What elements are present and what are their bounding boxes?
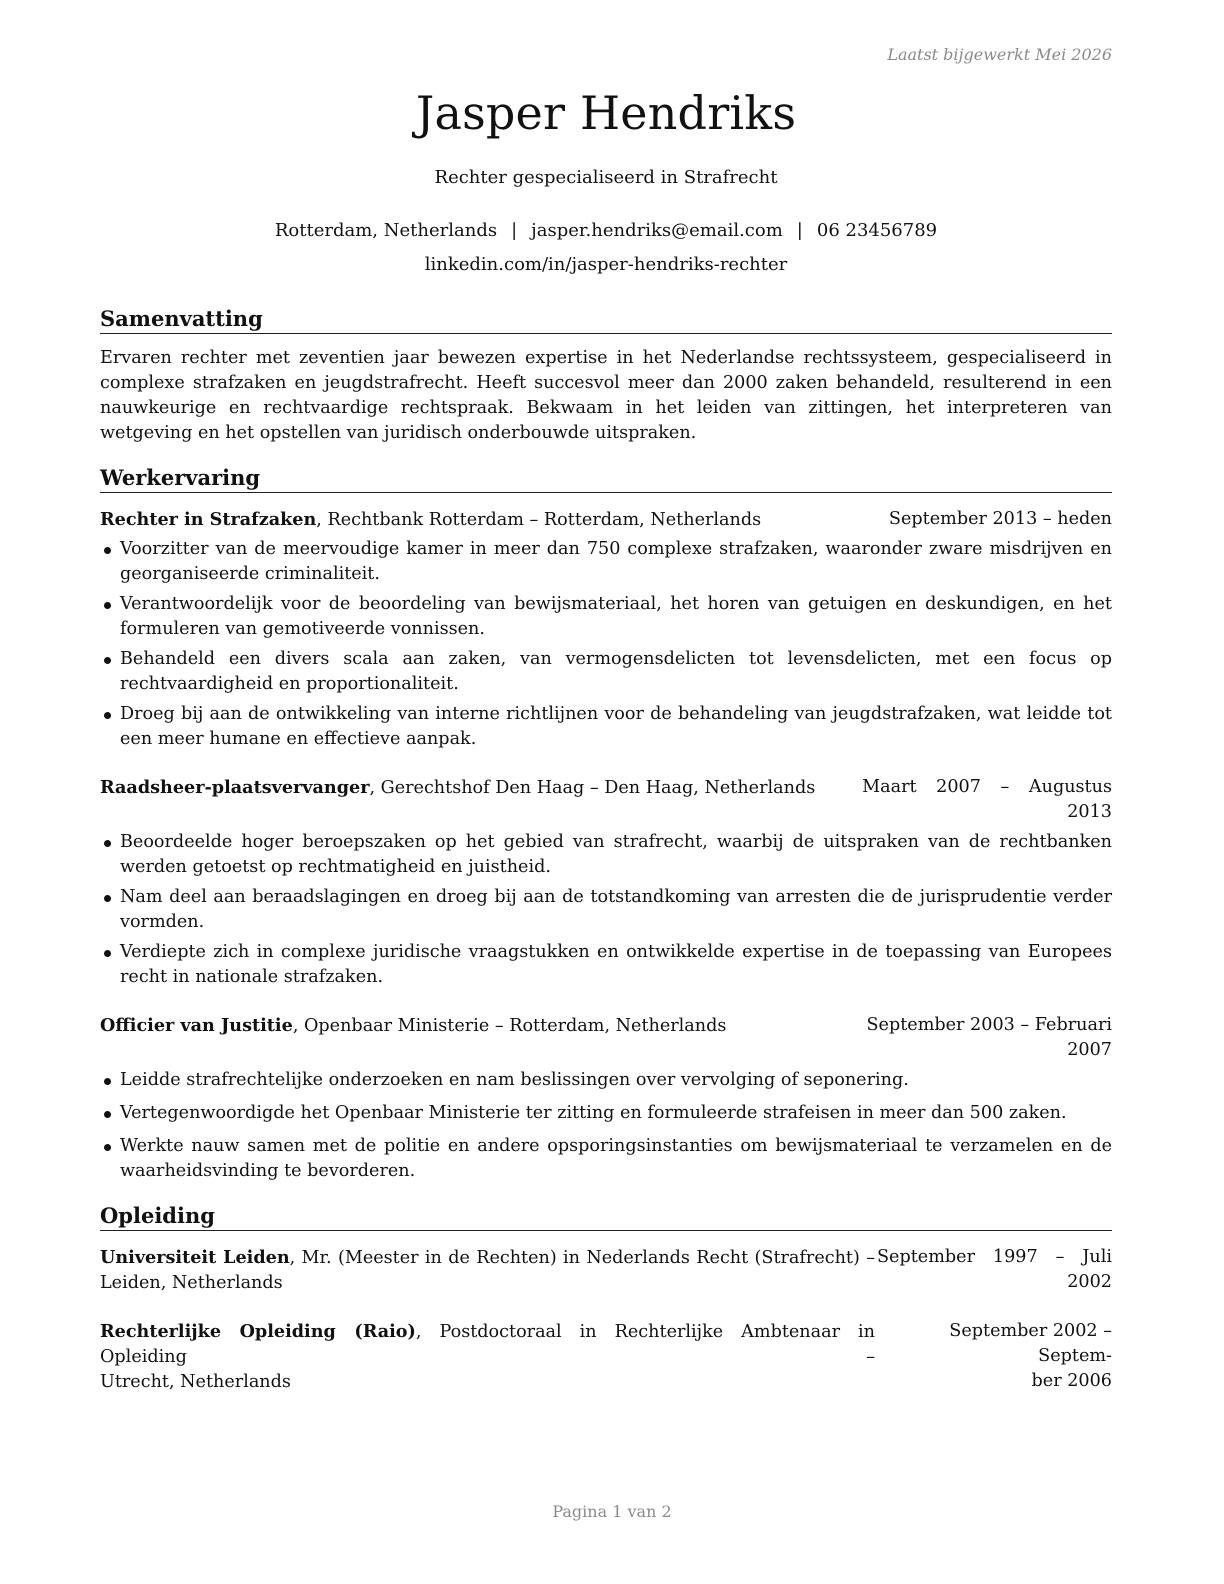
education-school: Universiteit Leiden [100,1247,290,1268]
summary-text: Ervaren rechter met zeventien jaar bewezen expertise in het Nederlandse rechtssysteem, gespecialiseerd in complexe strafzaken en jeugdstrafrecht. Heeft succesvol meer dan 2000 zaken behandeld, resulterend in een nauwkeurige en rechtvaardige rechtspraak. Bekwaam in het leiden van zittingen, het interpreteren van wetgeving en het opstellen van juridisch onderbouwde uitspraken. [100,348,1112,443]
candidate-subtitle: Rechter gespecialiseerd in Strafrecht [434,167,778,188]
job-dates-line: September 2003 – Februari [866,1015,1112,1035]
contact-phone: 06 23456789 [816,220,938,241]
job-bullet: Droeg bij aan de ontwikkeling van interne richtlijnen voor de behandeling van jeugdstrafzaken, wat leidde tot een meer humane en effectieve aanpak. [100,702,1112,752]
education-entry [100,1245,1112,1295]
education-dates-line: September 1997 – Juli [877,1247,1112,1267]
job-dates [866,1013,1112,1063]
education-entry [100,1319,1112,1392]
job-bullet: Werkte nauw samen met de politie en andere opsporingsinstanties om bewijsmateriaal te verzamelen en de waarheidsvinding te bevorderen. [100,1134,1112,1184]
candidate-name: Jasper Hendriks [415,86,797,140]
contact-separator: | [796,220,803,241]
job-bullet: Vertegenwoordigde het Openbaar Ministerie ter zitting en formuleerde strafeisen in meer dan 500 zaken. [100,1101,1112,1126]
summary-heading: Samenvatting [100,306,1112,334]
experience-heading: Werkervaring [100,465,1112,493]
job-title-line [100,1013,726,1039]
job-entry [100,507,1112,752]
job-employer: , Rechtbank Rotterdam – Rotterdam, Netherlands [316,510,762,530]
education-location: Utrecht, Netherlands [100,1372,291,1392]
job-dates-line: 2007 [1067,1040,1112,1060]
education-school: Rechterlijke Opleiding (Raio) [100,1321,416,1342]
experience-section [100,465,1112,493]
education-degree: , Mr. (Meester in de Rechten) in Nederlands Recht (Strafrecht) – [289,1248,875,1268]
job-dates [862,775,1112,825]
education-section [100,1203,1112,1231]
job-entry [100,775,1112,990]
education-dates-line: September 2002 – Septem- [949,1321,1112,1366]
job-bullet: Behandeld een divers scala aan zaken, van vermogensdelicten tot levensdelicten, met een focus op rechtvaardigheid en proportionaliteit. [100,647,1112,697]
education-dates [877,1319,1112,1394]
job-employer: , Openbaar Ministerie – Rotterdam, Netherlands [292,1016,727,1036]
job-bullet: Nam deel aan beraadslagingen en droeg bij aan de totstandkoming van arresten die de jurisprudentie verder vormden. [100,885,1112,935]
resume-page [100,0,1112,1584]
job-dates-line: Maart 2007 – Augustus [862,777,1112,797]
last-updated: Laatst bijgewerkt Mei 2026 [887,45,1112,64]
job-title: Rechter in Strafzaken [100,509,317,530]
job-bullet: Voorzitter van de meervoudige kamer in meer dan 750 complexe strafzaken, waaronder zware misdrijven en georganiseerde criminaliteit. [100,537,1112,587]
job-entry [100,1013,1112,1184]
contact-separator: | [511,220,518,241]
job-title-line [100,775,815,801]
education-dates-line: ber 2006 [1031,1371,1112,1391]
job-title: Officier van Justitie [100,1015,293,1036]
contact-email[interactable]: jasper.hendriks@email.com [531,220,783,241]
job-bullet: Beoordeelde hoger beroepszaken op het gebied van strafrecht, waarbij de uitspraken van de rechtbanken werden getoetst op rechtmatigheid en juistheid. [100,830,1112,880]
job-bullet: Leidde strafrechtelijke onderzoeken en nam beslissingen over vervolging of seponering. [100,1068,1112,1093]
job-bullet: Verdiepte zich in complexe juridische vraagstukken en ontwikkelde expertise in de toepassing van Europees recht in nationale strafzaken. [100,940,1112,990]
education-heading: Opleiding [100,1203,1112,1231]
job-dates-line: 2013 [1067,802,1112,822]
job-title-line [100,507,761,533]
summary-section [100,306,1112,446]
education-dates [877,1245,1112,1295]
job-bullet: Verantwoordelijk voor de beoordeling van bewijsmateriaal, het horen van getuigen en deskundigen, en het formuleren van gemotiveerde vonnissen. [100,592,1112,642]
contact-location: Rotterdam, Netherlands [274,220,498,241]
linkedin-link[interactable]: linkedin.com/in/jasper-hendriks-rechter [424,254,788,275]
job-title: Raadsheer-plaatsvervanger [100,777,370,798]
education-degree: , Postdoctoraal in Rechterlijke Ambtenaar in Opleiding – [100,1322,875,1367]
education-dates-line: 2002 [1067,1272,1112,1292]
page-number: Pagina 1 van 2 [552,1502,672,1521]
job-employer: , Gerechtshof Den Haag – Den Haag, Netherlands [369,778,816,798]
education-details [100,1245,875,1296]
job-dates: September 2013 – heden [888,509,1112,529]
education-location: Leiden, Netherlands [100,1273,283,1293]
education-details [100,1319,875,1395]
contact-line [100,220,1112,241]
